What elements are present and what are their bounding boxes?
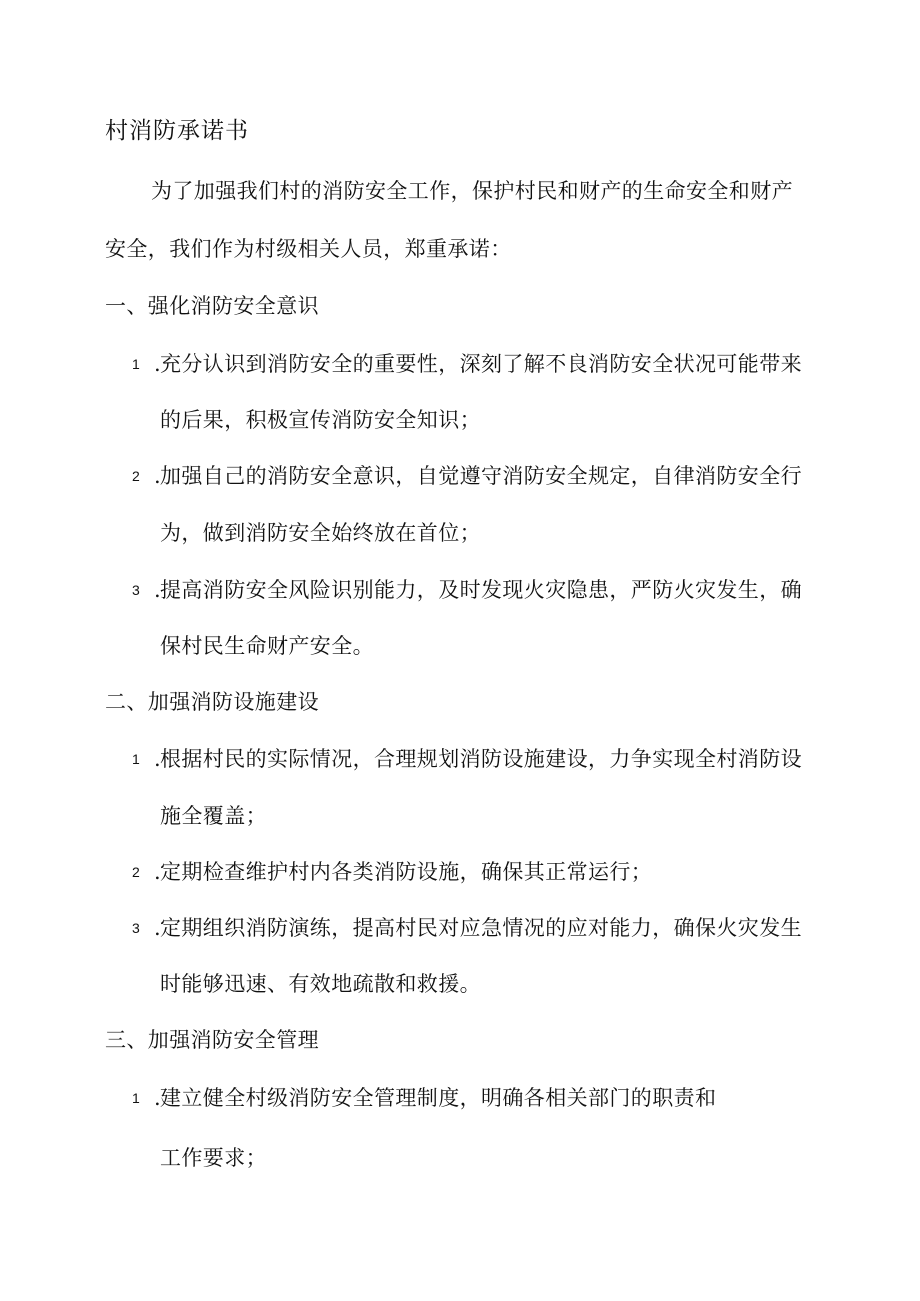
intro-line-1: 为了加强我们村的消防安全工作，保护村民和财产的生命安全和财产 [151, 179, 793, 203]
item-number: 3 [132, 582, 141, 598]
item-number: 1 [132, 1090, 141, 1106]
list-item-2-2: 2 .定期检查维护村内各类消防设施，确保其正常运行； [132, 860, 653, 884]
item-number: 2 [132, 864, 141, 880]
list-item-2-1: 1 .根据村民的实际情况，合理规划消防设施建设，力争实现全村消防设 [132, 747, 802, 771]
item-text-line-1: 加强自己的消防安全意识，自觉遵守消防安全规定，自律消防安全行 [160, 464, 802, 488]
section-heading-2: 二、加强消防设施建设 [105, 690, 319, 714]
item-number: 3 [132, 920, 141, 936]
item-number: 1 [132, 751, 141, 767]
item-text-line-1: 提高消防安全风险识别能力，及时发现火灾隐患，严防火灾发生，确 [160, 578, 802, 602]
intro-line-2: 安全，我们作为村级相关人员，郑重承诺： [105, 237, 512, 261]
list-item-3-1: 1 .建立健全村级消防安全管理制度，明确各相关部门的职责和 [132, 1086, 717, 1110]
item-number: 2 [132, 468, 141, 484]
section-heading-1: 一、强化消防安全意识 [105, 294, 319, 318]
list-item-1-2: 2 .加强自己的消防安全意识，自觉遵守消防安全规定，自律消防安全行 [132, 464, 802, 488]
list-item-1-3: 3 .提高消防安全风险识别能力，及时发现火灾隐患，严防火灾发生，确 [132, 578, 802, 602]
list-item-2-3: 3 .定期组织消防演练，提高村民对应急情况的应对能力，确保火灾发生 [132, 916, 802, 940]
item-text-line-1: 根据村民的实际情况，合理规划消防设施建设，力争实现全村消防设 [160, 747, 802, 771]
item-text-line-1: 充分认识到消防安全的重要性，深刻了解不良消防安全状况可能带来 [160, 352, 802, 376]
item-text-line-2: 保村民生命财产安全。 [160, 634, 374, 658]
item-text-line-2: 的后果，积极宣传消防安全知识； [160, 408, 481, 432]
item-text-line-1: 定期检查维护村内各类消防设施，确保其正常运行； [160, 860, 653, 884]
item-text-line-1: 定期组织消防演练，提高村民对应急情况的应对能力，确保火灾发生 [160, 916, 802, 940]
section-heading-3: 三、加强消防安全管理 [105, 1028, 319, 1052]
item-text-line-2: 为，做到消防安全始终放在首位； [160, 521, 481, 545]
item-text-line-1: 建立健全村级消防安全管理制度，明确各相关部门的职责和 [160, 1086, 717, 1110]
item-text-line-2: 施全覆盖； [160, 804, 267, 828]
list-item-1-1: 1 .充分认识到消防安全的重要性，深刻了解不良消防安全状况可能带来 [132, 352, 802, 376]
item-number: 1 [132, 356, 141, 372]
item-text-line-2: 工作要求； [160, 1146, 267, 1170]
item-text-line-2: 时能够迅速、有效地疏散和救援。 [160, 972, 481, 996]
document-title: 村消防承诺书 [105, 118, 249, 144]
